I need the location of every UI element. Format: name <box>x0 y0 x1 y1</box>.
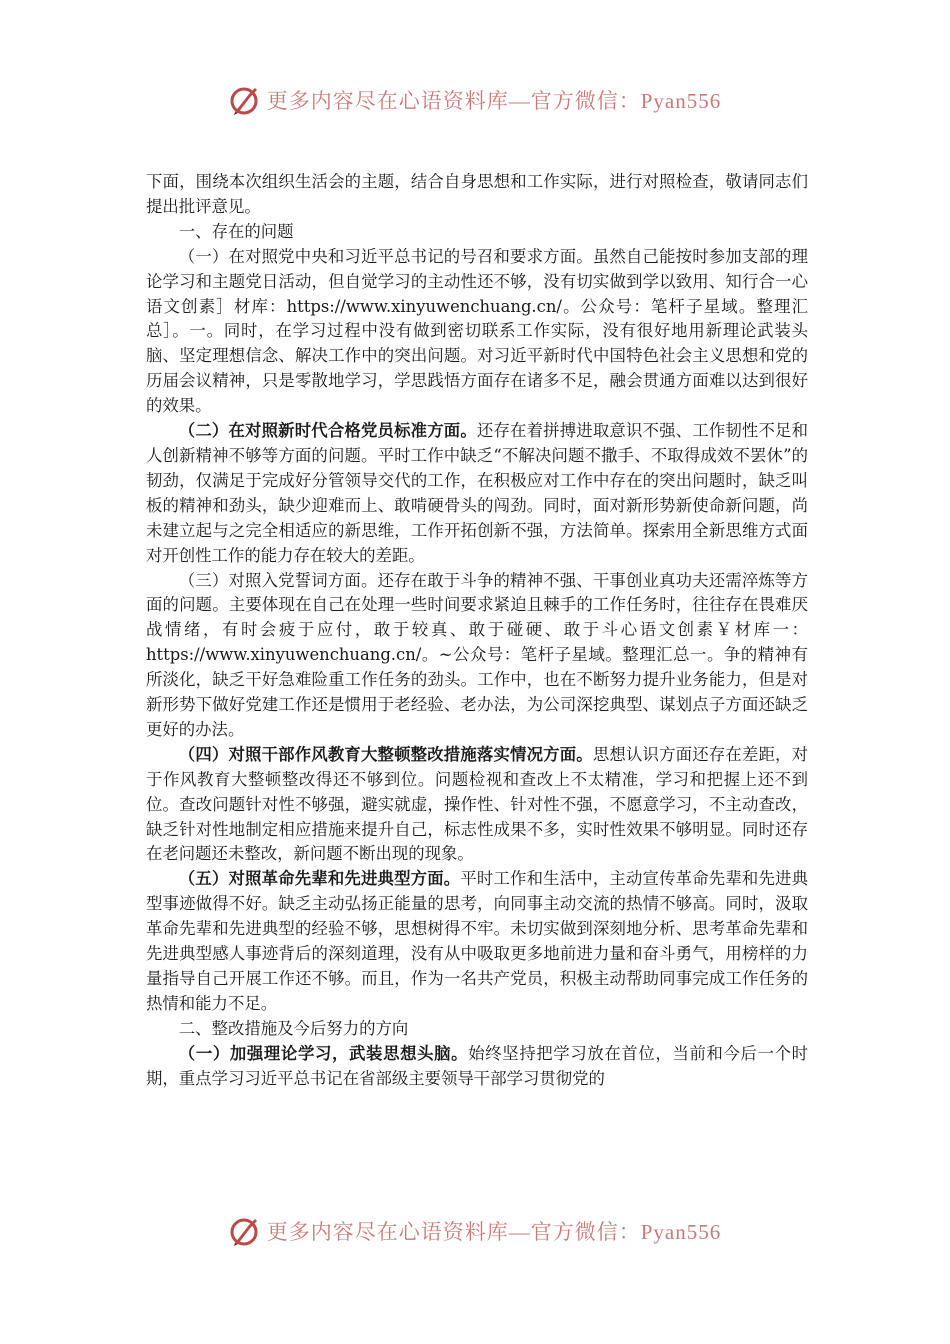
pen-logo-icon <box>229 1215 261 1247</box>
pen-logo-icon <box>229 84 261 116</box>
paragraph-lead: （一）加强理论学习，武装思想头脑。 <box>178 1043 469 1063</box>
paragraph-lead: （四）对照干部作风教育大整顿整改措施落实情况方面。 <box>178 744 593 764</box>
paragraph-measure-1: （一）加强理论学习，武装思想头脑。始终坚持把学习放在首位，当前和今后一个时期，重点学习习近平总书记在省部级主要领导干部学习贯彻党的 <box>146 1043 809 1088</box>
section-heading-problems: 一、存在的问题 <box>178 221 294 241</box>
paragraph-lead: （五）对照革命先辈和先进典型方面。 <box>178 869 461 889</box>
paragraph-item-3: （三）对照入党誓词方面。还存在敢于斗争的精神不强、干事创业真功夫还需淬炼等方面的问题。主要体现在自己在处理一些时间要求紧迫且棘手的工作任务时，往往存在畏难厌战情绪，有时会疲于应付，敢于较真、敢于碰硬、敢于斗心语文创素￥材库一：https://www.xinyuwenchuang.cn/。~公众号：笔杆子星域。整理汇总一。争的精神有所淡化，缺乏干好急难险重工作任务的劲头。工作中，也在不断努力提升业务能力，但是对新形势下做好党建工作还是惯用于老经验、老办法，为公司深挖典型、谋划点子方面还缺乏更好的办法。 <box>146 570 808 739</box>
paragraph-item-1: （一）在对照党中央和习近平总书记的号召和要求方面。虽然自己能按时参加支部的理论学习和主题党日活动，但自觉学习的主动性还不够，没有切实做到学以致用、知行合一心语文创素］材库：https://www.xinyuwenchuang.cn/。公众号：笔杆子星域。整理汇总］。一。同时，在学习过程中没有做到密切联系工作实际，没有很好地用新理论武装头脑、坚定理想信念、解决工作中的突出问题。对习近平新时代中国特色社会主义思想和党的历届会议精神，只是零散地学习，学思践悟方面存在诸多不足，融会贯通方面难以达到很好的效果。 <box>146 246 808 416</box>
document-body <box>146 170 808 1092</box>
header-watermark-banner <box>0 80 950 120</box>
watermark-text: 更多内容尽在心语资料库—官方微信：Pyan556 <box>266 1220 722 1244</box>
paragraph-item-4: （四）对照干部作风教育大整顿整改措施落实情况方面。思想认识方面还存在差距，对于作风教育大整顿整改得还不够到位。问题检视和查改上不太精准，学习和把握上还不到位。查改问题针对性不够强，避实就虚，操作性、针对性不强，不愿意学习，不主动查改，缺乏针对性地制定相应措施来提升自己，标志性成果不多，实时性效果不够明显。同时还存在老问题还未整改，新问题不断出现的现象。 <box>146 744 808 864</box>
intro-paragraph: 下面，围绕本次组织生活会的主题，结合自身思想和工作实际，进行对照检查，敬请同志们提出批评意见。 <box>146 172 808 216</box>
watermark-text: 更多内容尽在心语资料库—官方微信：Pyan556 <box>266 89 722 113</box>
footer-watermark-banner <box>0 1211 950 1251</box>
paragraph-item-2: （二）在对照新时代合格党员标准方面。还存在着拼搏进取意识不强、工作韧性不足和人创新精神不够等方面的问题。平时工作中缺乏“不解决问题不撒手、不取得成效不罢休”的韧劲，仅满足于完成好分管领导交代的工作，在积极应对工作中存在的突出问题时，缺乏叫板的精神和劲头，缺少迎难而上、敢啃硬骨头的闯劲。同时，面对新形势新使命新问题，尚未建立起与之完全相适应的新思维，工作开拓创新不强，方法简单。探索用全新思维方式面对开创性工作的能力存在较大的差距。 <box>146 421 808 565</box>
paragraph-item-5: （五）对照革命先辈和先进典型方面。平时工作和生活中，主动宣传革命先辈和先进典型事迹做得不好。缺乏主动弘扬正能量的思考，向同事主动交流的热情不够高。同时，汲取革命先辈和先进典型的经验不够，思想树得不牢。未切实做到深刻地分析、思考革命先辈和先进典型感人事迹背后的深刻道理，没有从中吸取更多地前进力量和奋斗勇气，用榜样的力量指导自己开展工作还不够。而且，作为一名共产党员，积极主动帮助同事完成工作任务的热情和能力不足。 <box>146 869 808 1013</box>
section-heading-measures: 二、整改措施及今后努力的方向 <box>178 1018 409 1038</box>
paragraph-lead: （二）在对照新时代合格党员标准方面。 <box>178 421 477 441</box>
